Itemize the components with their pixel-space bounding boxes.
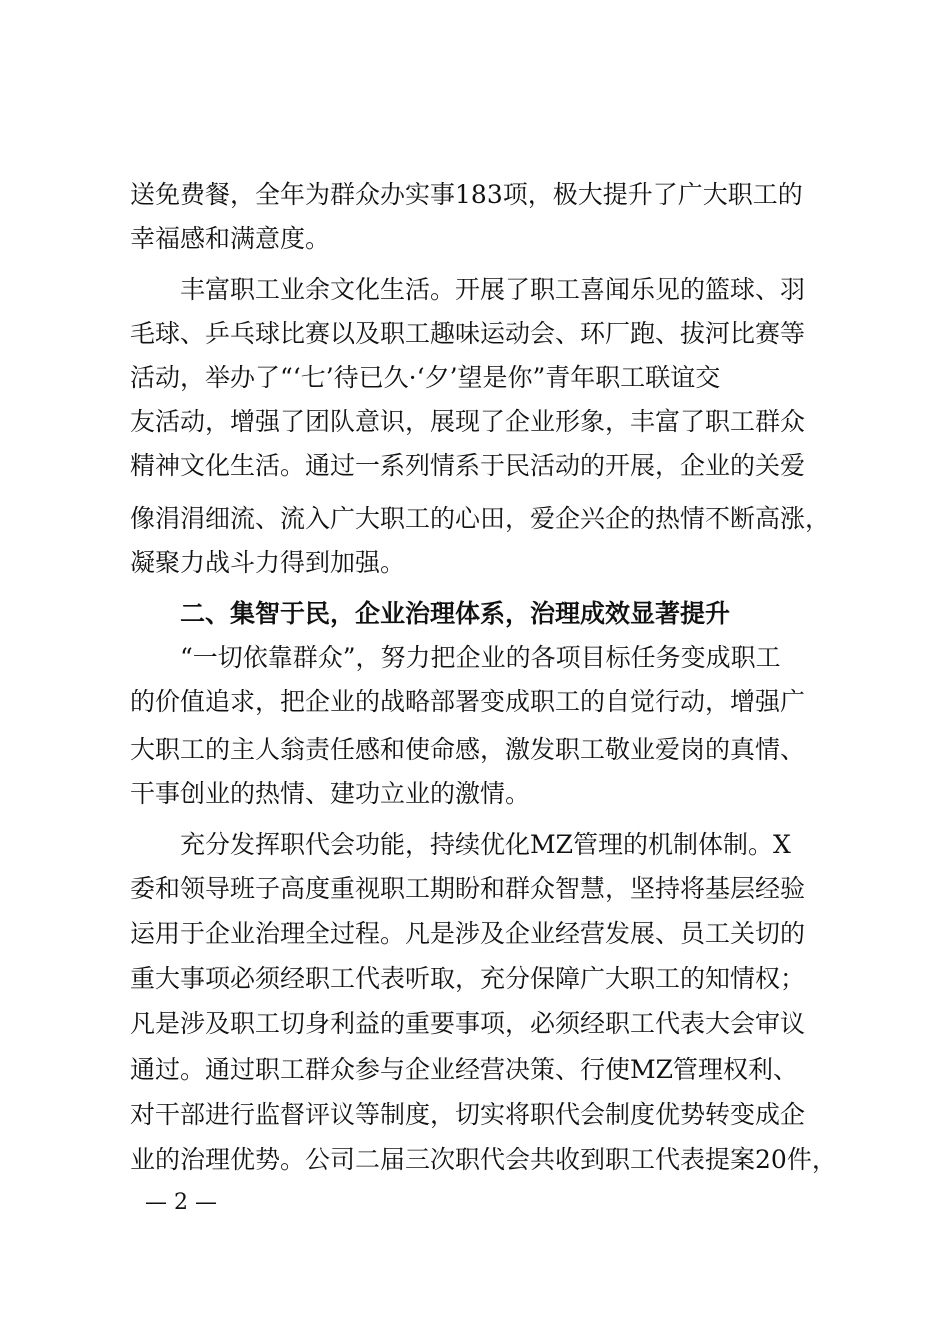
- paragraph-3-line-3: 大职工的主人翁责任感和使命感，激发职工敬业爱岗的真情、: [130, 735, 806, 764]
- paragraph-4-line-4: 重大事项必须经职工代表听取，充分保障广大职工的知情权；: [130, 964, 806, 993]
- page-number: — 2 —: [145, 1190, 217, 1215]
- paragraph-2-line-6: 像涓涓细流、流入广大职工的心田，爱企兴企的热情不断高涨，: [130, 504, 831, 533]
- paragraph-2-line-1: 丰富职工业余文化生活。开展了职工喜闻乐见的篮球、羽: [180, 275, 806, 304]
- paragraph-4-line-7: 对干部进行监督评议等制度，切实将职代会制度优势转变成企: [130, 1100, 806, 1129]
- paragraph-2-line-5: 精神文化生活。通过一系列情系于民活动的开展，企业的关爱: [130, 451, 806, 480]
- paragraph-4-line-2: 委和领导班子高度重视职工期盼和群众智慧，坚持将基层经验: [130, 874, 806, 903]
- section-heading: 二、集智于民，企业治理体系，治理成效显著提升: [180, 599, 731, 628]
- paragraph-1-line-1: 送免费餐，全年为群众办实事183项，极大提升了广大职工的: [130, 180, 803, 209]
- paragraph-4-line-3: 运用于企业治理全过程。凡是涉及企业经营发展、员工关切的: [130, 919, 806, 948]
- paragraph-3-line-1: “一切依靠群众”，努力把企业的各项目标任务变成职工: [180, 643, 781, 672]
- paragraph-1-line-2: 幸福感和满意度。: [130, 224, 331, 253]
- paragraph-4-line-1: 充分发挥职代会功能，持续优化MZ管理的机制体制。X: [180, 830, 791, 859]
- paragraph-4-line-6: 通过。通过职工群众参与企业经营决策、行使MZ管理权利、: [130, 1055, 798, 1084]
- paragraph-3-line-4: 干事创业的热情、建功立业的激情。: [130, 779, 531, 808]
- paragraph-2-line-3: 活动，举办了“‘七’待已久·‘夕’望是你”青年职工联谊交: [130, 363, 721, 392]
- paragraph-3-line-2: 的价值追求，把企业的战略部署变成职工的自觉行动，增强广: [130, 687, 806, 716]
- paragraph-4-line-8: 业的治理优势。公司二届三次职代会共收到职工代表提案20件，: [130, 1145, 837, 1174]
- paragraph-2-line-7: 凝聚力战斗力得到加强。: [130, 548, 406, 577]
- paragraph-2-line-4: 友活动，增强了团队意识，展现了企业形象，丰富了职工群众: [130, 407, 806, 436]
- paragraph-2-line-2: 毛球、乒乓球比赛以及职工趣味运动会、环厂跑、拔河比赛等: [130, 319, 806, 348]
- paragraph-4-line-5: 凡是涉及职工切身利益的重要事项，必须经职工代表大会审议: [130, 1009, 806, 1038]
